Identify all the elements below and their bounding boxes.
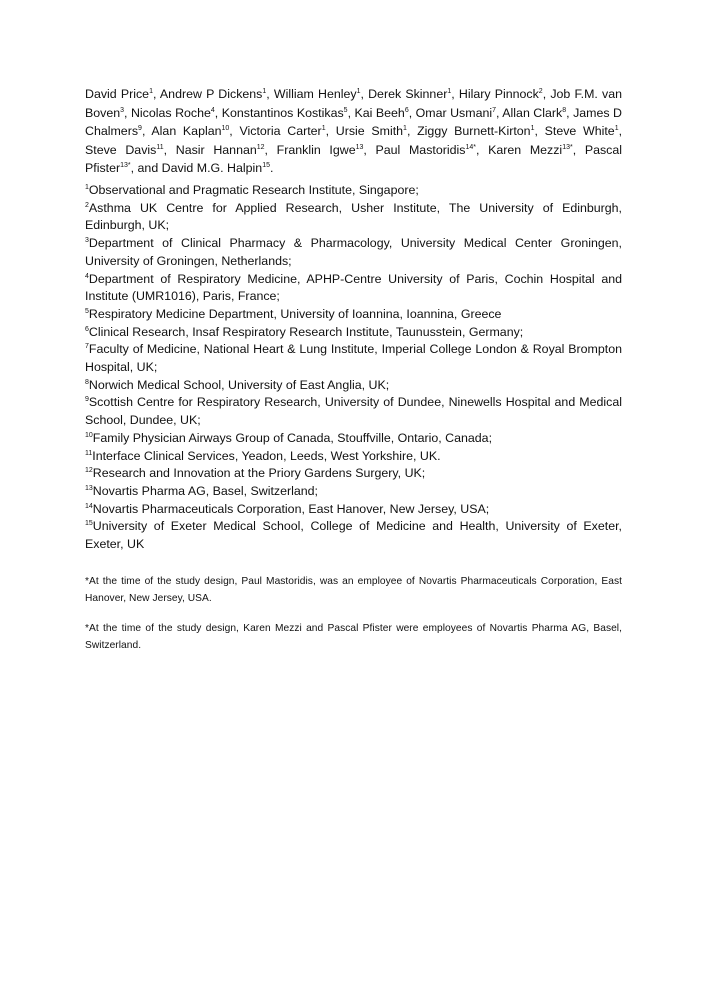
author-separator: , <box>542 87 551 101</box>
affiliation-number: 10 <box>85 431 93 439</box>
author-affiliation-marker: 1 <box>530 125 535 133</box>
affiliation-item <box>85 235 622 270</box>
author-name: Kai Beeh <box>354 105 405 120</box>
affiliation-text: Novartis Pharma AG, Basel, Switzerland; <box>92 483 318 498</box>
footnotes <box>85 574 622 668</box>
author-name: Steve Davis <box>85 142 157 157</box>
author-name: Ursie Smith <box>335 124 404 139</box>
affiliation-number: 15 <box>85 520 93 528</box>
author-separator: , <box>618 124 623 139</box>
author-affiliation-marker: 5 <box>343 106 348 114</box>
affiliation-item <box>85 306 622 324</box>
author-name: Hilary Pinnock <box>458 87 539 101</box>
author-separator: , <box>451 87 459 101</box>
author-affiliation-marker: 10 <box>221 125 230 133</box>
author-name: Job F.M. van Boven <box>85 87 623 120</box>
affiliation-number: 1 <box>85 184 89 191</box>
author-separator: . <box>269 161 274 176</box>
author-affiliation-marker: 11 <box>156 143 164 151</box>
author-separator: , <box>130 161 138 176</box>
author-affiliation-marker: 15 <box>262 162 270 170</box>
affiliation-number: 2 <box>85 201 89 209</box>
affiliation-number: 3 <box>85 237 89 245</box>
author-separator: , <box>475 142 489 157</box>
author-name: and David M.G. Halpin <box>137 161 263 176</box>
affiliation-number: 5 <box>85 307 89 315</box>
affiliation-item <box>85 430 622 448</box>
author-separator: , <box>141 124 152 139</box>
affiliation-number: 6 <box>85 325 89 333</box>
affiliation-item <box>85 465 622 483</box>
author-name: Derek Skinner <box>368 87 448 101</box>
affiliation-number: 11 <box>85 449 93 457</box>
author-name: Franklin Igwe <box>276 142 356 157</box>
author-affiliation-marker: 1 <box>447 88 452 95</box>
author-name: Ziggy Burnett-Kirton <box>417 124 531 139</box>
author-separator: , <box>124 105 131 120</box>
author-affiliation-marker: 14* <box>465 143 476 151</box>
author-affiliation-marker: 4 <box>210 106 215 114</box>
affiliation-item <box>85 448 622 466</box>
author-separator: , <box>496 105 503 120</box>
affiliation-item <box>85 377 622 395</box>
footnote-mezzi-pfister: *At the time of the study design, Karen Mezzi and Pascal Pfister were employees of Novartis Pharma AG, Basel, Switzerland. <box>85 623 622 651</box>
author-name: Konstantinos Kostikas <box>221 105 344 120</box>
author-affiliation-marker: 8 <box>562 106 567 114</box>
affiliation-item <box>85 483 622 501</box>
affiliation-item <box>85 271 622 306</box>
author-separator: , <box>572 142 585 157</box>
affiliation-number: 14 <box>85 502 93 510</box>
author-separator: , <box>360 87 369 101</box>
author-affiliation-marker: 13* <box>120 162 131 170</box>
affiliation-text: Faculty of Medicine, National Heart & Lung Institute, Imperial College London & Royal Brompton Hospital, UK; <box>85 342 622 375</box>
author-affiliation-marker: 13* <box>562 143 573 151</box>
author-list <box>85 85 622 178</box>
author-name: Allan Clark <box>502 105 563 120</box>
author-separator: , <box>566 105 574 120</box>
affiliation-number: 13 <box>85 484 93 492</box>
affiliation-item <box>85 341 622 376</box>
author-affiliation-marker: 1 <box>149 88 153 95</box>
author-name: David Price <box>85 87 150 101</box>
affiliation-text: Department of Clinical Pharmacy & Pharmacology, University Medical Center Groningen, University of Groningen, Netherlands; <box>85 236 622 268</box>
author-affiliation-marker: 1 <box>321 125 326 133</box>
author-separator: , <box>264 142 277 157</box>
author-affiliation-marker: 13 <box>355 143 364 151</box>
author-affiliation-marker: 12 <box>256 143 265 151</box>
author-name: Steve White <box>544 124 615 139</box>
author-name: Victoria Carter <box>239 124 322 139</box>
author-affiliation-marker: 9 <box>138 125 142 133</box>
author-name: Nasir Hannan <box>175 142 257 157</box>
author-separator: , <box>266 87 274 101</box>
author-separator: , <box>406 124 418 139</box>
affiliation-text: Scottish Centre for Respiratory Research, University of Dundee, Ninewells Hospital and Medical School, Dundee, UK; <box>85 395 622 428</box>
affiliation-text: Asthma UK Centre for Applied Research, Usher Institute, The University of Edinburgh, Edinburgh, UK; <box>85 200 622 233</box>
affiliation-item <box>85 394 622 429</box>
author-affiliation-marker: 1 <box>403 125 407 133</box>
affiliation-text: Family Physician Airways Group of Canada, Stouffville, Ontario, Canada; <box>92 430 493 445</box>
affiliation-item <box>85 518 622 553</box>
affiliation-text: Research and Innovation at the Priory Gardens Surgery, UK; <box>92 466 426 481</box>
affiliation-item <box>85 324 622 342</box>
affiliation-number: 7 <box>85 343 89 351</box>
author-name: William Henley <box>273 87 357 101</box>
author-separator: , <box>229 124 240 139</box>
author-name: Nicolas Roche <box>130 105 211 120</box>
affiliation-text: University of Exeter Medical School, College of Medicine and Health, University of Exeter, Exeter, UK <box>85 519 622 552</box>
affiliation-text: Novartis Pharmaceuticals Corporation, East Hanover, New Jersey, USA; <box>92 501 490 516</box>
author-affiliation-marker: 1 <box>614 125 619 133</box>
affiliation-text: Clinical Research, Insaf Respiratory Research Institute, Taunusstein, Germany; <box>88 324 524 339</box>
affiliation-number: 9 <box>85 396 89 404</box>
author-separator: , <box>325 124 336 139</box>
author-name: Karen Mezzi <box>488 142 563 157</box>
affiliation-text: Department of Respiratory Medicine, APHP-Centre University of Paris, Cochin Hospital and Institute (UMR1016), Paris, France; <box>85 271 622 304</box>
author-separator: , <box>163 142 176 157</box>
author-affiliation-marker: 3 <box>120 106 125 114</box>
author-affiliation-marker: 2 <box>538 88 543 95</box>
author-separator: , <box>214 105 222 120</box>
affiliation-item <box>85 182 622 200</box>
affiliation-list <box>85 182 622 554</box>
author-name: James D Chalmers <box>85 105 622 139</box>
affiliation-item <box>85 501 622 519</box>
author-separator: , <box>152 87 160 101</box>
author-separator: , <box>534 124 545 139</box>
author-affiliation-marker: 1 <box>356 88 361 95</box>
affiliation-number: 8 <box>85 378 89 386</box>
affiliation-number: 4 <box>85 272 89 280</box>
affiliation-item <box>85 200 622 235</box>
affiliation-number: 12 <box>85 467 93 475</box>
affiliation-text: Respiratory Medicine Department, University of Ioannina, Ioannina, Greece <box>88 306 502 321</box>
author-affiliation-marker: 7 <box>492 106 497 114</box>
author-name: Paul Mastoridis <box>375 142 466 157</box>
footnote-mastoridis: *At the time of the study design, Paul Mastoridis, was an employee of Novartis Pharmaceuticals Corporation, East Hanover, New Jersey, USA. <box>85 576 622 604</box>
author-separator: , <box>408 105 416 120</box>
affiliation-text: Observational and Pragmatic Research Institute, Singapore; <box>88 183 419 197</box>
author-name: Andrew P Dickens <box>159 87 263 101</box>
author-name: Pascal Pfister <box>85 142 623 176</box>
author-name: Alan Kaplan <box>151 124 222 139</box>
author-name: Omar Usmani <box>415 105 493 120</box>
author-affiliation-marker: 6 <box>404 106 409 114</box>
affiliation-text: Interface Clinical Services, Yeadon, Leeds, West Yorkshire, UK. <box>92 448 441 463</box>
author-separator: , <box>363 142 376 157</box>
author-separator: , <box>347 105 355 120</box>
affiliation-text: Norwich Medical School, University of East Anglia, UK; <box>88 377 390 392</box>
author-affiliation-marker: 1 <box>262 88 267 95</box>
